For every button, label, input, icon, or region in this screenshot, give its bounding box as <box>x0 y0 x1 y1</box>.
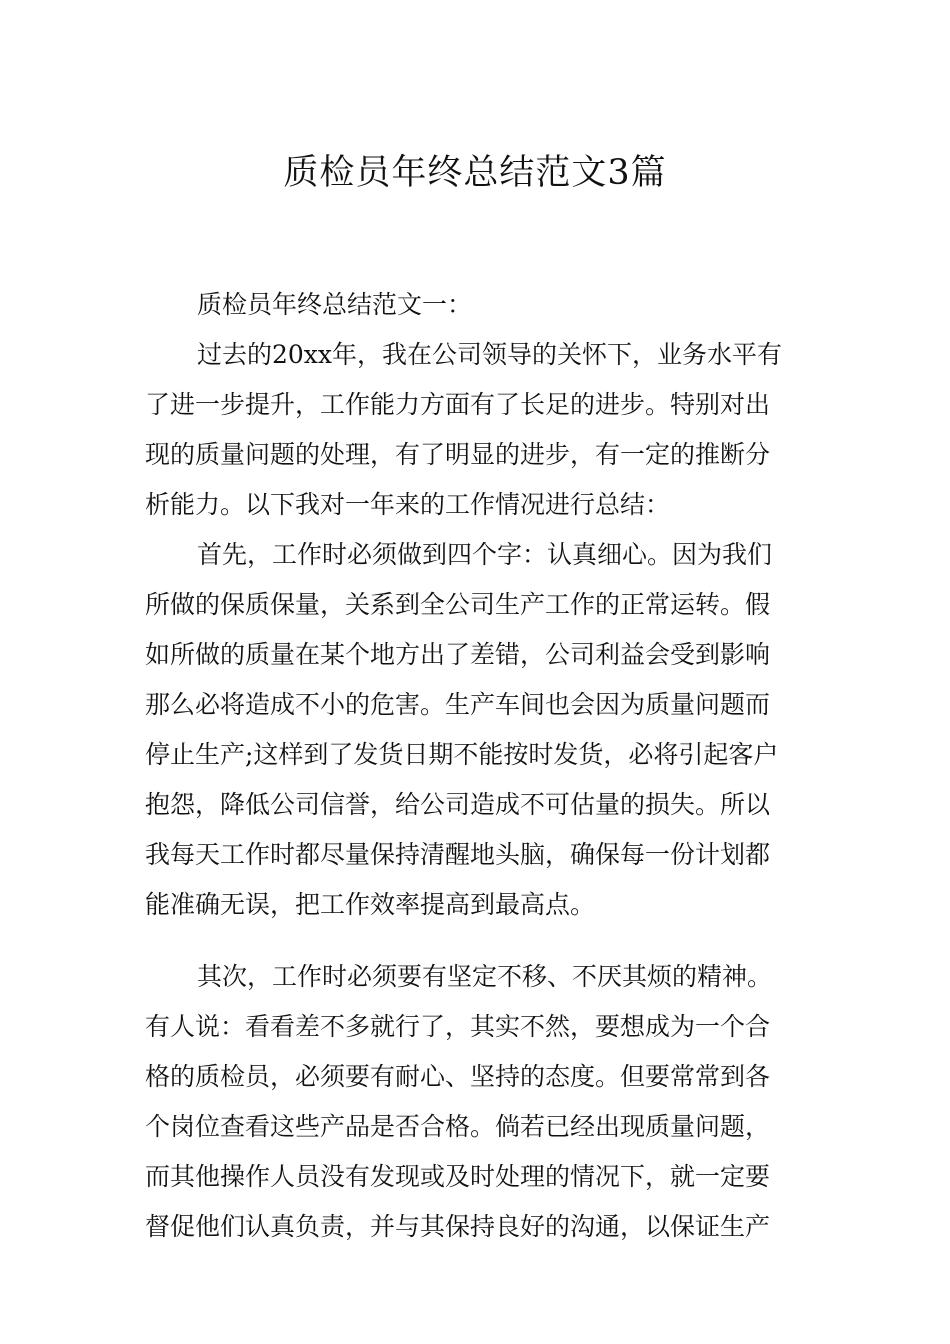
document-body <box>145 280 809 1252</box>
paragraph-line: 抱怨，降低公司信誉，给公司造成不可估量的损失。所以 <box>145 790 771 819</box>
paragraph-line: 析能力。以下我对一年来的工作情况进行总结： <box>145 490 671 519</box>
paragraph-line: 其次，工作时必须要有坚定不移、不厌其烦的精神。 <box>197 962 773 991</box>
document-title: 质检员年终总结范文3篇 <box>283 153 667 194</box>
paragraph-line: 如所做的质量在某个地方出了差错，公司利益会受到影响 <box>145 640 771 669</box>
paragraph-3 <box>145 952 809 1252</box>
paragraph-line: 能准确无误，把工作效率提高到最高点。 <box>145 890 596 919</box>
paragraph-2 <box>145 530 809 930</box>
paragraph-gap <box>145 930 809 952</box>
paragraph-line: 首先，工作时必须做到四个字：认真细心。因为我们 <box>197 540 773 569</box>
paragraph-line: 停止生产;这样到了发货日期不能按时发货，必将引起客户 <box>145 740 779 769</box>
paragraph-1 <box>145 330 809 530</box>
paragraph-line: 了进一步提升，工作能力方面有了长足的进步。特别对出 <box>145 390 771 419</box>
paragraph-line: 现的质量问题的处理，有了明显的进步，有一定的推断分 <box>145 440 771 469</box>
section-heading: 质检员年终总结范文一： <box>197 290 473 319</box>
paragraph-line: 督促他们认真负责，并与其保持良好的沟通，以保证生产 <box>145 1212 771 1241</box>
paragraph-line: 所做的保质保量，关系到全公司生产工作的正常运转。假 <box>145 590 771 619</box>
paragraph-line: 而其他操作人员没有发现或及时处理的情况下，就一定要 <box>145 1162 771 1191</box>
paragraph-line: 我每天工作时都尽量保持清醒地头脑，确保每一份计划都 <box>145 840 771 869</box>
paragraph-line: 那么必将造成不小的危害。生产车间也会因为质量问题而 <box>145 690 771 719</box>
paragraph-line: 格的质检员，必须要有耐心、坚持的态度。但要常常到各 <box>145 1062 771 1091</box>
paragraph-line: 过去的20xx年，我在公司领导的关怀下，业务水平有 <box>197 340 783 369</box>
paragraph-line: 个岗位查看这些产品是否合格。倘若已经出现质量问题， <box>145 1112 771 1141</box>
paragraph-line: 有人说：看看差不多就行了，其实不然，要想成为一个合 <box>145 1012 771 1041</box>
